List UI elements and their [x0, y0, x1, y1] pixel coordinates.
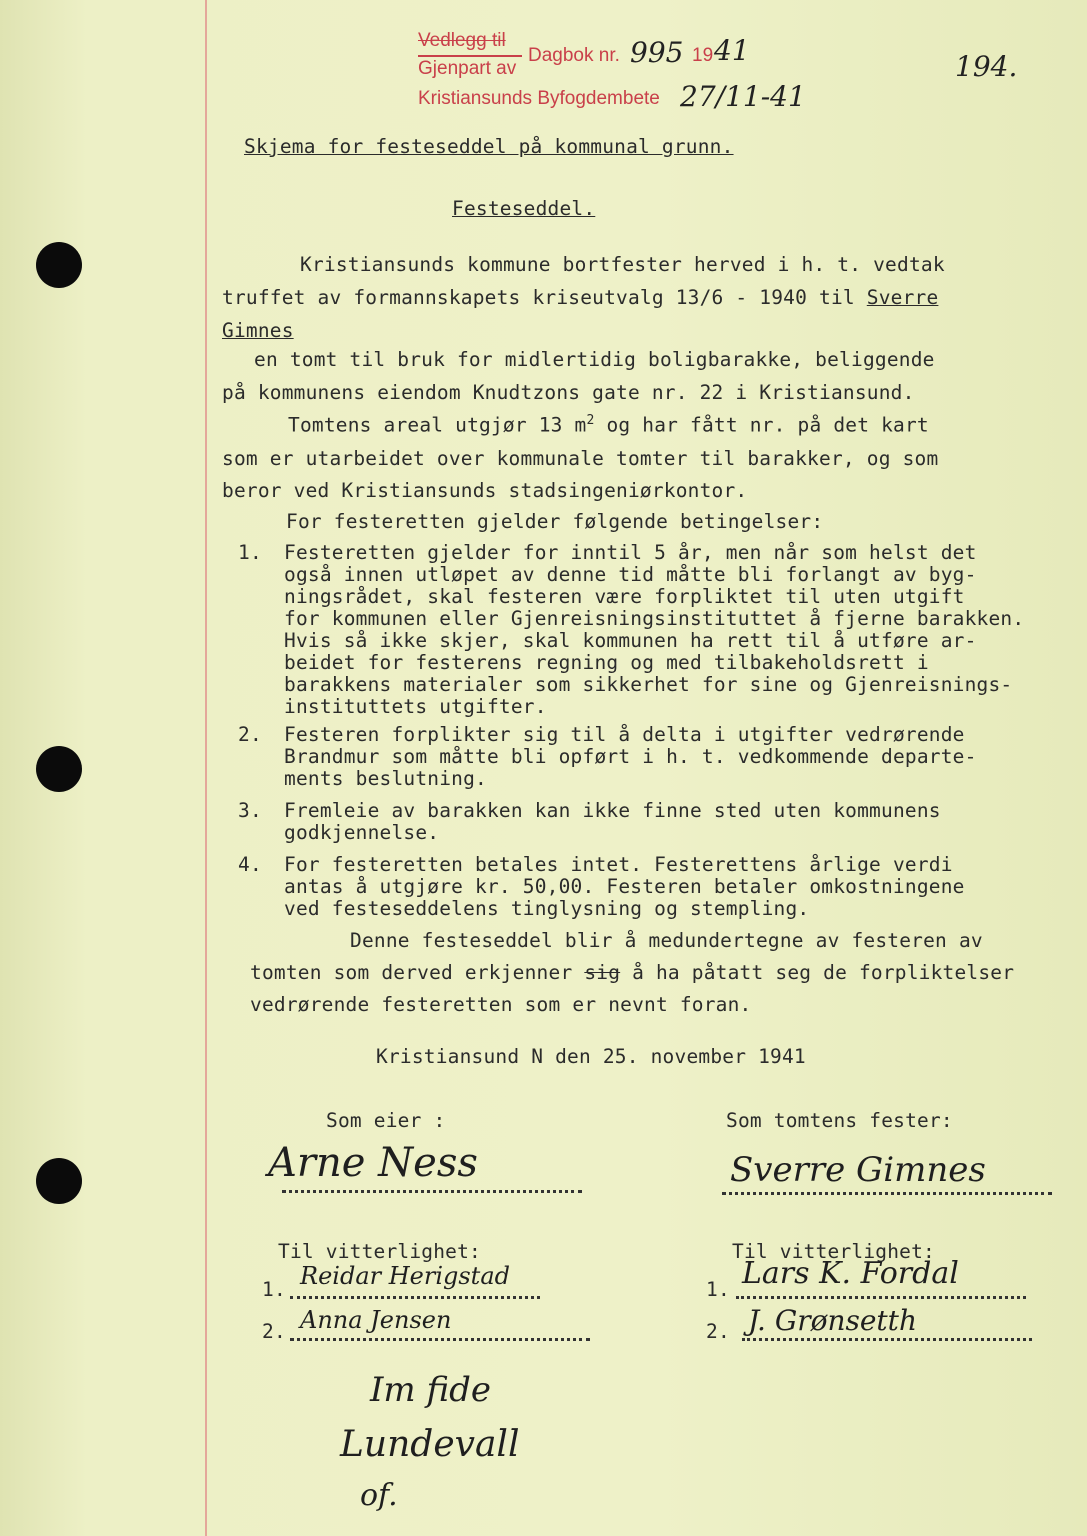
para3-line-2: som er utarbeidet over kommunale tomter til barakker, og som — [222, 447, 939, 470]
condition-2-line: Brandmur som måtte bli opført i h. t. vedkommende departe- — [284, 745, 977, 768]
extra-signature-3: of. — [360, 1478, 398, 1513]
stamp-date: 27/11-41 — [680, 80, 806, 113]
place-date: Kristiansund N den 25. november 1941 — [376, 1045, 806, 1068]
condition-1-line: også innen utløpet av denne tid måtte bli forlangt av byg- — [284, 563, 977, 586]
witness-label-right: Til vitterlighet: — [732, 1240, 935, 1263]
condition-3-line: Fremleie av barakken kan ikke finne sted uten kommunens — [284, 799, 941, 822]
tenant-name-2: Gimnes — [222, 319, 294, 342]
stamp-number: 995 — [630, 36, 684, 69]
para3-line-1: Tomtens areal utgjør 13 $m^2$ og har fått nr. på det kart — [288, 413, 929, 437]
condition-1-number: 1. — [238, 541, 262, 564]
document-heading: Festeseddel. — [452, 197, 596, 220]
form-title: Skjema for festeseddel på kommunal grunn. — [244, 135, 734, 158]
condition-3-number: 3. — [238, 799, 262, 822]
witness-right-2-signature: J. Grønsetth — [748, 1304, 917, 1337]
condition-2-line: Festeren forplikter sig til å delta i utgifter vedrørende — [284, 723, 965, 746]
condition-1-line: Festeretten gjelder for inntil 5 år, men når som helst det — [284, 541, 977, 564]
intro-line-1: Kristiansunds kommune bortfester herved i h. t. vedtak — [300, 253, 945, 276]
stamp-rule — [418, 55, 522, 57]
owner-signature-line — [282, 1190, 582, 1193]
closing-line-2: tomten som derved erkjenner sig å ha påtatt seg de forpliktelser — [250, 961, 1015, 984]
witness-left-1-number: 1. — [262, 1278, 286, 1301]
condition-1-line: for kommunen eller Gjenreisningsinstituttet å fjerne barakken. — [284, 607, 1025, 630]
witness-label-left: Til vitterlighet: — [278, 1240, 481, 1263]
stamp-dagbok: Dagbok nr. — [528, 45, 620, 66]
witness-left-2-line — [290, 1338, 590, 1341]
stamp-office: Kristiansunds Byfogdembete — [418, 88, 660, 109]
stamp-year-prefix: 19 — [692, 45, 714, 66]
tenant-signature: Sverre Gimnes — [730, 1150, 986, 1190]
condition-1-line: instituttets utgifter. — [284, 695, 547, 718]
para2-line-1: en tomt til bruk for midlertidig boligbarakke, beliggende — [254, 348, 935, 371]
condition-1-line: beidet for festerens regning og med tilbakeholdsrett i — [284, 651, 929, 674]
extra-signature-2: Lundevall — [340, 1424, 520, 1465]
condition-2-number: 2. — [238, 723, 262, 746]
witness-left-1-line — [290, 1296, 540, 1299]
extra-signature-1: Im fide — [370, 1370, 492, 1410]
intro-line-2: truffet av formannskapets kriseutvalg 13/6 - 1940 til Sverre — [222, 286, 939, 309]
stamp-vedlegg: Vedlegg til — [418, 30, 506, 51]
stamp-gjenpart: Gjenpart av — [418, 58, 517, 79]
witness-right-2-number: 2. — [706, 1320, 730, 1343]
condition-2-line: ments beslutning. — [284, 767, 487, 790]
punch-hole — [36, 1158, 82, 1204]
condition-1-line: Hvis så ikke skjer, skal kommunen ha rett til å utføre ar- — [284, 629, 977, 652]
margin-rule — [205, 0, 207, 1536]
page-number: 194. — [955, 50, 1018, 83]
para3-line-3: beror ved Kristiansunds stadsingeniørkontor. — [222, 479, 748, 502]
witness-right-1-signature: Lars K. Fordal — [742, 1256, 959, 1291]
stamp-year-suffix: 41 — [714, 34, 750, 67]
witness-right-1-line — [736, 1296, 1026, 1299]
witness-left-2-number: 2. — [262, 1320, 286, 1343]
condition-4-line: For festeretten betales intet. Festerettens årlige verdi — [284, 853, 953, 876]
tenant-name-1: Sverre — [866, 286, 939, 309]
condition-4-line: ved festeseddelens tinglysning og stempling. — [284, 897, 810, 920]
condition-4-number: 4. — [238, 853, 262, 876]
owner-label: Som eier : — [326, 1109, 446, 1132]
condition-1-line: barakkens materialer som sikkerhet for sine og Gjenreisnings- — [284, 673, 1013, 696]
witness-right-1-number: 1. — [706, 1278, 730, 1301]
condition-4-line: antas å utgjøre kr. 50,00. Festeren betaler omkostningene — [284, 875, 965, 898]
punch-hole — [36, 746, 82, 792]
witness-left-2-signature: Anna Jensen — [300, 1306, 452, 1334]
conditions-intro: For festeretten gjelder følgende betingelser: — [286, 510, 824, 533]
witness-left-1-signature: Reidar Herigstad — [300, 1262, 510, 1290]
punch-hole — [36, 242, 82, 288]
closing-line-1: Denne festeseddel blir å medundertegne av festeren av — [350, 929, 983, 952]
witness-right-2-line — [742, 1338, 1032, 1341]
tenant-signature-line — [722, 1192, 1052, 1195]
condition-1-line: ningsrådet, skal festeren være forpliktet til uten utgift — [284, 585, 965, 608]
condition-3-line: godkjennelse. — [284, 821, 440, 844]
tenant-label: Som tomtens fester: — [726, 1109, 953, 1132]
closing-line-3: vedrørende festeretten som er nevnt foran. — [250, 993, 752, 1016]
owner-signature: Arne Ness — [268, 1140, 478, 1186]
para2-line-2: på kommunens eiendom Knudtzons gate nr. 22 i Kristiansund. — [222, 381, 915, 404]
